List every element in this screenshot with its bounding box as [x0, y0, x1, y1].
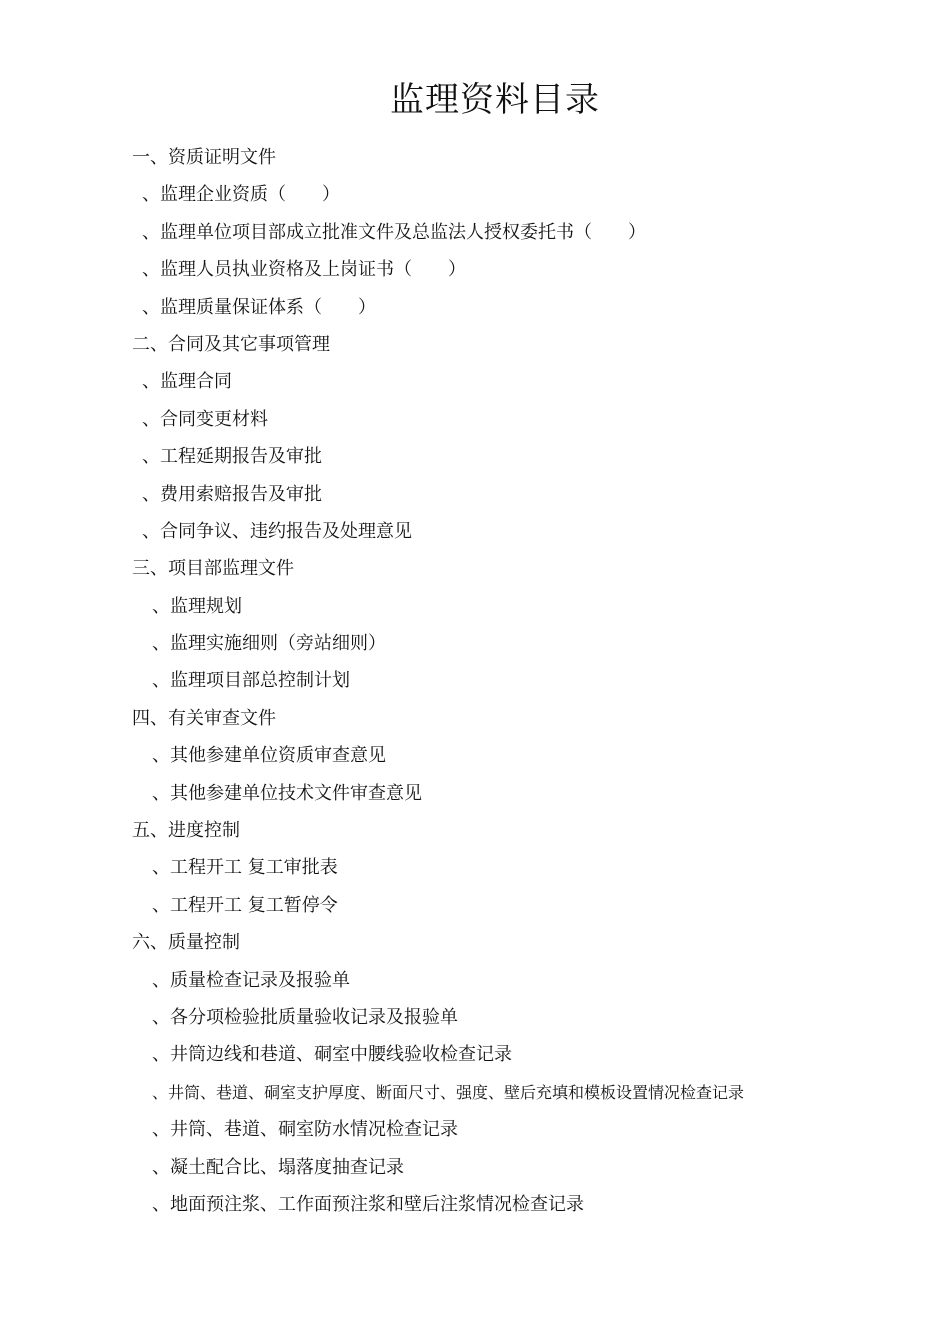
section-heading: 一、资质证明文件: [132, 147, 276, 168]
list-item: 、监理合同: [142, 371, 232, 393]
page-title: 监理资料目录: [390, 80, 600, 120]
list-item: 、工程开工 复工审批表: [152, 857, 338, 879]
list-item: 、监理实施细则（旁站细则）: [152, 633, 386, 655]
section-heading: 五、进度控制: [132, 820, 240, 842]
section-heading: 二、合同及其它事项管理: [132, 333, 330, 355]
list-item: 、监理人员执业资格及上岗证书（ ）: [142, 259, 466, 281]
list-item: 、工程延期报告及审批: [142, 446, 322, 468]
list-item: 、其他参建单位资质审查意见: [152, 745, 386, 767]
list-item: 、合同争议、违约报告及处理意见: [142, 520, 412, 542]
list-item: 、其他参建单位技术文件审查意见: [152, 782, 422, 804]
list-item: 、监理规划: [152, 595, 242, 617]
list-item: 、各分项检验批质量验收记录及报验单: [152, 1006, 458, 1028]
section-heading: 三、项目部监理文件: [132, 558, 294, 580]
list-item: 、地面预注浆、工作面预注浆和壁后注浆情况检查记录: [152, 1193, 584, 1215]
list-item: 、井筒、巷道、硐室防水情况检查记录: [152, 1119, 458, 1141]
list-item: 、监理单位项目部成立批准文件及总监法人授权委托书（ ）: [142, 221, 646, 243]
list-item: 、质量检查记录及报验单: [152, 969, 350, 991]
list-item: 、井筒边线和巷道、硐室中腰线验收检查记录: [152, 1044, 512, 1066]
list-item: 、监理质量保证体系（ ）: [142, 296, 376, 318]
list-item: 、井筒、巷道、硐室支护厚度、断面尺寸、强度、壁后充填和模板设置情况检查记录: [152, 1082, 745, 1102]
list-item: 、凝土配合比、塌落度抽查记录: [152, 1156, 404, 1178]
list-item: 、工程开工 复工暂停令: [152, 894, 338, 916]
table-of-contents: [0, 139, 950, 1223]
section-heading: 六、质量控制: [132, 932, 240, 954]
list-item: 、合同变更材料: [142, 408, 268, 430]
list-item: 、监理项目部总控制计划: [152, 670, 350, 692]
list-item: 、费用索赔报告及审批: [142, 483, 322, 505]
list-item: 、监理企业资质（ ）: [142, 184, 340, 206]
section-heading: 四、有关审查文件: [132, 707, 276, 729]
